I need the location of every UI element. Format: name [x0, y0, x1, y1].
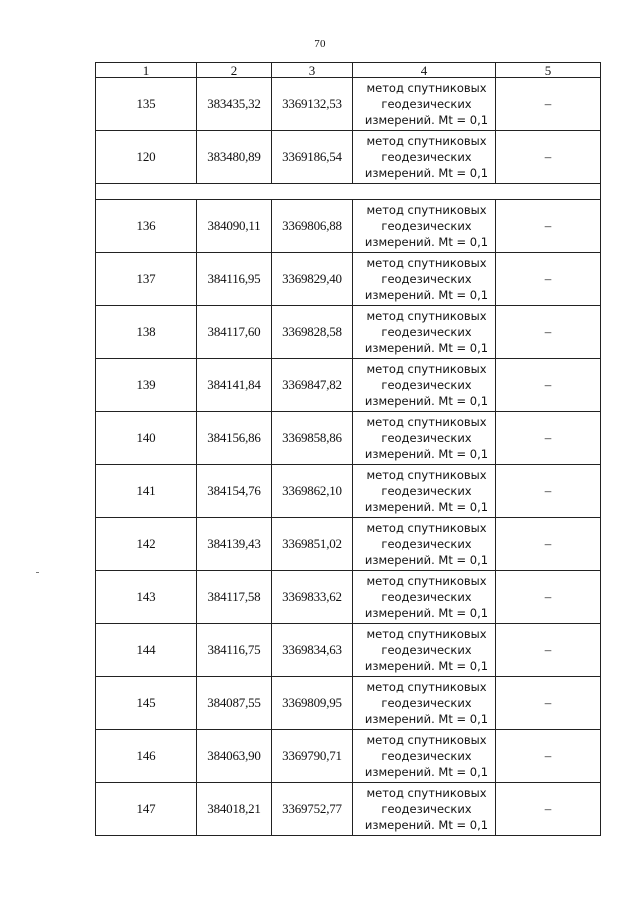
method-line: геодезических	[381, 150, 472, 164]
method-cell	[353, 518, 496, 571]
note-cell: –	[496, 730, 601, 783]
point-number-cell: 139	[96, 359, 197, 412]
method-line: измерений. Mt = 0,1	[364, 606, 489, 620]
method-cell	[353, 571, 496, 624]
point-number-cell: 147	[96, 783, 197, 836]
point-number-cell: 120	[96, 131, 197, 184]
method-line: геодезических	[381, 431, 472, 445]
page-number: 70	[314, 38, 326, 50]
y-coordinate-cell: 3369752,77	[272, 783, 353, 836]
y-coordinate-cell: 3369847,82	[272, 359, 353, 412]
method-cell	[353, 730, 496, 783]
method-line: геодезических	[381, 325, 472, 339]
method-cell	[353, 306, 496, 359]
method-line: геодезических	[381, 378, 472, 392]
method-cell	[353, 131, 496, 184]
y-coordinate-cell: 3369833,62	[272, 571, 353, 624]
table-row	[96, 200, 601, 253]
note-cell: –	[496, 306, 601, 359]
method-line: геодезических	[381, 696, 472, 710]
point-number-cell: 141	[96, 465, 197, 518]
method-line: метод спутниковых	[366, 81, 487, 95]
method-line: метод спутниковых	[366, 627, 487, 641]
point-number-cell: 135	[96, 78, 197, 131]
point-number-cell: 142	[96, 518, 197, 571]
method-line: измерений. Mt = 0,1	[364, 659, 489, 673]
method-line: измерений. Mt = 0,1	[364, 113, 489, 127]
x-coordinate-cell: 384141,84	[197, 359, 272, 412]
y-coordinate-cell: 3369132,53	[272, 78, 353, 131]
method-line: метод спутниковых	[366, 468, 487, 482]
method-cell	[353, 78, 496, 131]
method-line: измерений. Mt = 0,1	[364, 447, 489, 461]
y-coordinate-cell: 3369828,58	[272, 306, 353, 359]
note-cell: –	[496, 200, 601, 253]
x-coordinate-cell: 384116,95	[197, 253, 272, 306]
y-coordinate-cell: 3369806,88	[272, 200, 353, 253]
method-line: метод спутниковых	[366, 256, 487, 270]
note-cell: –	[496, 677, 601, 730]
separator-row	[96, 184, 601, 200]
x-coordinate-cell: 383480,89	[197, 131, 272, 184]
y-coordinate-cell: 3369829,40	[272, 253, 353, 306]
x-coordinate-cell: 384063,90	[197, 730, 272, 783]
method-line: геодезических	[381, 97, 472, 111]
note-cell: –	[496, 253, 601, 306]
method-line: геодезических	[381, 802, 472, 816]
table-row	[96, 359, 601, 412]
method-line: измерений. Mt = 0,1	[364, 818, 489, 832]
y-coordinate-cell: 3369790,71	[272, 730, 353, 783]
point-number-cell: 146	[96, 730, 197, 783]
margin-mark	[36, 572, 39, 573]
y-coordinate-cell: 3369809,95	[272, 677, 353, 730]
point-number-cell: 144	[96, 624, 197, 677]
method-cell	[353, 253, 496, 306]
note-cell: –	[496, 571, 601, 624]
method-line: геодезических	[381, 749, 472, 763]
table-row	[96, 412, 601, 465]
method-line: измерений. Mt = 0,1	[364, 235, 489, 249]
table-row	[96, 624, 601, 677]
x-coordinate-cell: 384117,58	[197, 571, 272, 624]
method-cell	[353, 359, 496, 412]
method-line: метод спутниковых	[366, 134, 487, 148]
method-line: измерений. Mt = 0,1	[364, 500, 489, 514]
method-cell	[353, 783, 496, 836]
method-cell	[353, 412, 496, 465]
method-line: метод спутниковых	[366, 680, 487, 694]
table-row	[96, 677, 601, 730]
method-line: метод спутниковых	[366, 309, 487, 323]
method-line: измерений. Mt = 0,1	[364, 765, 489, 779]
note-cell: –	[496, 359, 601, 412]
y-coordinate-cell: 3369186,54	[272, 131, 353, 184]
method-line: измерений. Mt = 0,1	[364, 712, 489, 726]
note-cell: –	[496, 783, 601, 836]
method-line: геодезических	[381, 272, 472, 286]
method-line: измерений. Mt = 0,1	[364, 288, 489, 302]
method-line: геодезических	[381, 643, 472, 657]
table-row	[96, 783, 601, 836]
x-coordinate-cell: 384018,21	[197, 783, 272, 836]
separator-cell	[96, 184, 601, 200]
table-row	[96, 518, 601, 571]
column-header: 1	[96, 63, 197, 78]
x-coordinate-cell: 384156,86	[197, 412, 272, 465]
method-line: метод спутниковых	[366, 733, 487, 747]
method-cell	[353, 465, 496, 518]
x-coordinate-cell: 384117,60	[197, 306, 272, 359]
table-row	[96, 465, 601, 518]
table-body	[96, 78, 601, 836]
method-line: геодезических	[381, 219, 472, 233]
note-cell: –	[496, 624, 601, 677]
table-row	[96, 131, 601, 184]
x-coordinate-cell: 383435,32	[197, 78, 272, 131]
method-cell	[353, 677, 496, 730]
method-line: измерений. Mt = 0,1	[364, 553, 489, 567]
y-coordinate-cell: 3369834,63	[272, 624, 353, 677]
table-row	[96, 306, 601, 359]
table-row	[96, 730, 601, 783]
method-cell	[353, 200, 496, 253]
y-coordinate-cell: 3369858,86	[272, 412, 353, 465]
method-line: измерений. Mt = 0,1	[364, 394, 489, 408]
method-line: измерений. Mt = 0,1	[364, 166, 489, 180]
point-number-cell: 136	[96, 200, 197, 253]
note-cell: –	[496, 78, 601, 131]
coordinates-table	[95, 62, 601, 836]
table-row	[96, 253, 601, 306]
column-header: 4	[353, 63, 496, 78]
method-line: метод спутниковых	[366, 521, 487, 535]
table-row	[96, 571, 601, 624]
method-line: метод спутниковых	[366, 786, 487, 800]
point-number-cell: 145	[96, 677, 197, 730]
method-line: геодезических	[381, 590, 472, 604]
note-cell: –	[496, 465, 601, 518]
method-line: метод спутниковых	[366, 203, 487, 217]
y-coordinate-cell: 3369862,10	[272, 465, 353, 518]
method-line: геодезических	[381, 484, 472, 498]
column-header: 3	[272, 63, 353, 78]
header-row	[96, 63, 601, 78]
point-number-cell: 138	[96, 306, 197, 359]
note-cell: –	[496, 518, 601, 571]
method-line: геодезических	[381, 537, 472, 551]
method-cell	[353, 624, 496, 677]
y-coordinate-cell: 3369851,02	[272, 518, 353, 571]
x-coordinate-cell: 384090,11	[197, 200, 272, 253]
x-coordinate-cell: 384087,55	[197, 677, 272, 730]
method-line: метод спутниковых	[366, 415, 487, 429]
method-line: измерений. Mt = 0,1	[364, 341, 489, 355]
table-row	[96, 78, 601, 131]
note-cell: –	[496, 412, 601, 465]
method-line: метод спутниковых	[366, 362, 487, 376]
column-header: 5	[496, 63, 601, 78]
point-number-cell: 143	[96, 571, 197, 624]
point-number-cell: 137	[96, 253, 197, 306]
x-coordinate-cell: 384154,76	[197, 465, 272, 518]
method-line: метод спутниковых	[366, 574, 487, 588]
x-coordinate-cell: 384116,75	[197, 624, 272, 677]
x-coordinate-cell: 384139,43	[197, 518, 272, 571]
column-header: 2	[197, 63, 272, 78]
note-cell: –	[496, 131, 601, 184]
point-number-cell: 140	[96, 412, 197, 465]
